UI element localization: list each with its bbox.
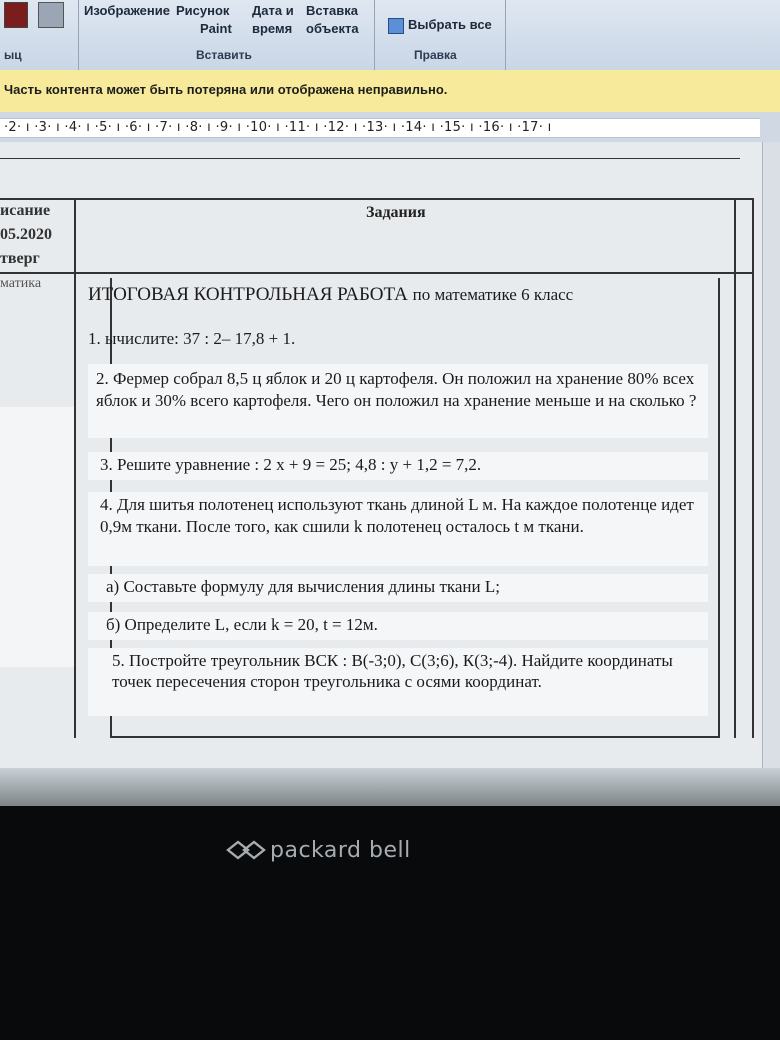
column-header-tasks: Задания	[366, 204, 426, 221]
document-page[interactable]	[0, 142, 762, 768]
message-text: Часть контента может быть потеряна или отображена неправильно.	[4, 82, 448, 97]
left-header-2: 05.2020	[0, 226, 52, 243]
task-4: 4. Для шитья полотенец используют ткань длиной L м. На каждое полотенце идет 0,9м ткани. После того, как сшили k полотенец осталось t м ткани.	[100, 495, 694, 536]
task-4a: а) Составьте формулу для вычисления длины ткани L;	[106, 577, 500, 596]
left-subject: матика	[0, 276, 42, 291]
insert-datetime-button[interactable]: Дата и	[252, 3, 294, 18]
task-3: 3. Решите уравнение : 2 х + 9 = 25; 4,8 : у + 1,2 = 7,2.	[100, 455, 482, 474]
table-column-divider	[74, 198, 76, 738]
insert-drawing-button[interactable]: Рисунок	[176, 3, 230, 18]
task-cell-bottom	[110, 736, 720, 738]
page-margin-line	[0, 158, 740, 159]
screen-bottom-edge	[0, 768, 780, 806]
task-1: 1. ычислите: 37 : 2– 17,8 + 1.	[88, 329, 296, 348]
ribbon-separator	[374, 0, 375, 70]
ribbon-separator	[78, 0, 79, 70]
task-cell-right-border	[718, 278, 720, 738]
paint-label: Paint	[200, 21, 232, 36]
packard-bell-logo-icon	[224, 838, 268, 862]
packard-bell-logo: packard bell	[270, 838, 411, 863]
table-header-bottom	[0, 272, 752, 274]
ribbon-group-edit: Правка	[414, 48, 457, 62]
insert-object-button[interactable]: Вставка	[306, 3, 358, 18]
ribbon-button-icon[interactable]	[4, 2, 28, 28]
table-right-inner-border	[734, 198, 736, 738]
object-label: объекта	[306, 21, 359, 36]
ribbon-picture-icon[interactable]	[38, 2, 64, 28]
task-4b: б) Определите L, если k = 20, t = 12м.	[106, 615, 378, 634]
time-label: время	[252, 21, 293, 36]
test-title	[88, 284, 710, 306]
ribbon-group-left: ыц	[4, 48, 22, 62]
task-2: 2. Фермер собрал 8,5 ц яблок и 20 ц картофеля. Он положил на хранение 80% всех яблок и 30% всего картофеля. Чего он положил на хранение меньше и на сколько ?	[96, 369, 697, 410]
ruler-numbers: ·2· ı ·3· ı ·4· ı ·5· ı ·6· ı ·7· ı ·8· ı ·9· ı ·10· ı ·11· ı ·12· ı ·13· ı ·14· ı ·15· ı ·16· ı ·17· ı	[4, 120, 552, 135]
ruler[interactable]	[0, 112, 780, 142]
title-main: ИТОГОВАЯ КОНТРОЛЬНАЯ РАБОТА	[88, 284, 408, 305]
insert-image-button[interactable]: Изображение	[84, 3, 170, 18]
select-all-icon	[388, 18, 404, 34]
left-column-shade	[0, 407, 76, 667]
left-header-1: исание	[0, 202, 51, 219]
table-right-border	[752, 198, 754, 738]
table-top-border	[0, 198, 752, 200]
select-all-button[interactable]: Выбрать все	[408, 17, 492, 32]
left-header-3: тверг	[0, 250, 40, 267]
ribbon	[0, 0, 780, 71]
title-rest: по математике 6 класс	[412, 285, 574, 304]
compatibility-message-bar	[0, 70, 780, 113]
ruler-strip[interactable]	[0, 118, 760, 138]
vertical-scrollbar[interactable]	[762, 142, 780, 768]
task-5: 5. Постройте треугольник ВСК : В(-3;0), С(3;6), К(3;-4). Найдите координаты точек пересечения сторон треугольника с осями координат.	[112, 651, 673, 691]
ribbon-separator	[505, 0, 506, 70]
ribbon-group-insert: Вставить	[196, 48, 252, 62]
